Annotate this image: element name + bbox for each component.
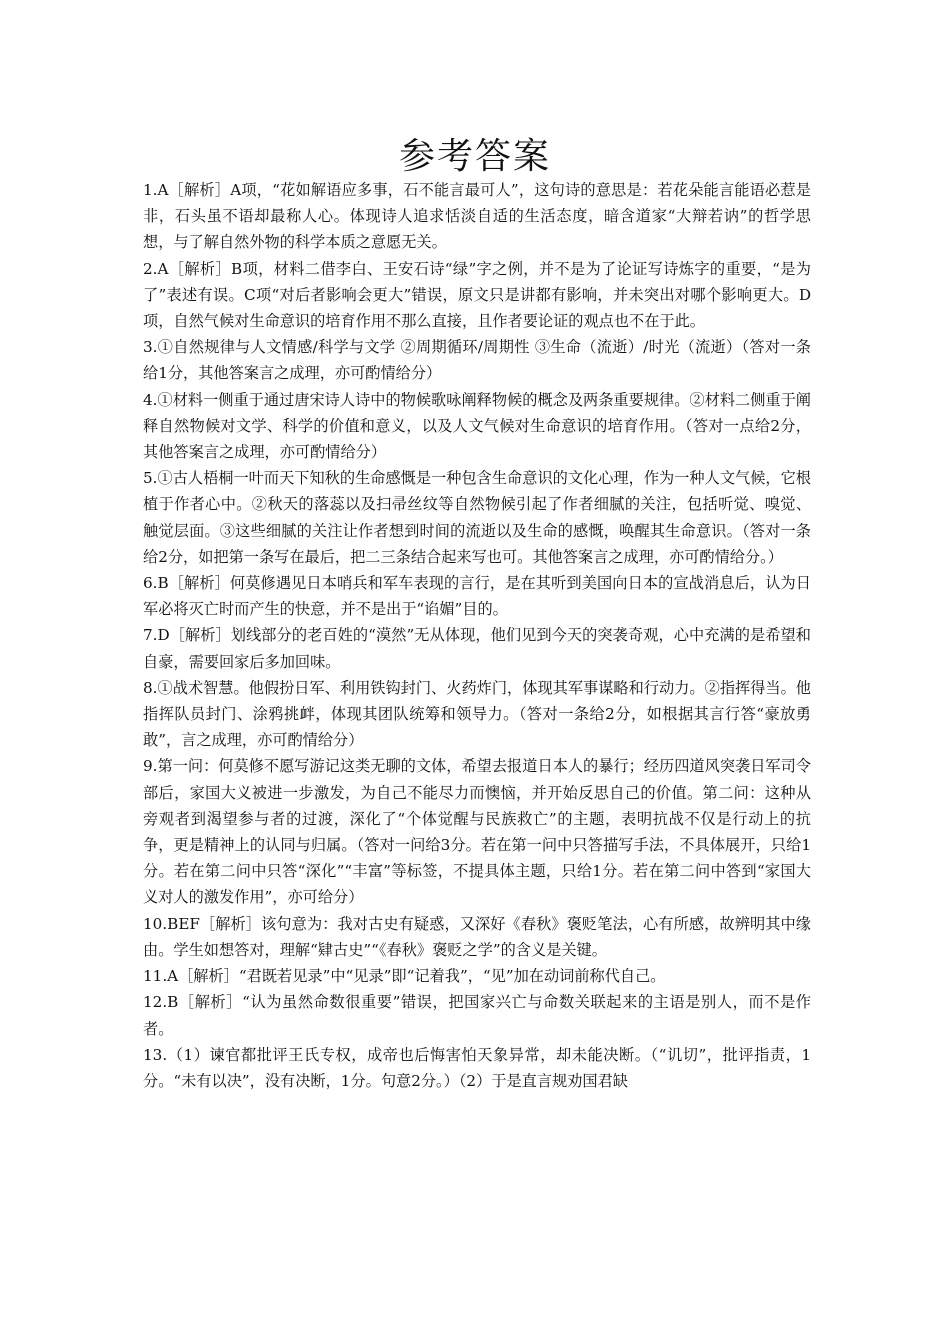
answer-item-11: 11.A［解析］“君既若见录”中“见录”即“记着我”，“见”加在动词前称代自己。 (143, 967, 666, 986)
answer-item-13: 13.（1）谏官都批评王氏专权，成帝也后悔害怕天象异常，却未能决断。（“讥切”，批评指责，1分。“未有以决”，没有决断，1分。句意2分。）（2）于是直言规劝国君缺 (143, 1045, 811, 1090)
answer-item-12: 12.B［解析］“认为虽然命数很重要”错误，把国家兴亡与命数关联起来的主语是别人，而不是作者。 (143, 993, 811, 1038)
answer-item-1: 1.A［解析］A项，“花如解语应多事，石不能言最可人”，这句诗的意思是：若花朵能言能语必惹是非，石头虽不语却最称人心。体现诗人追求恬淡自适的生活态度，暗含道家“大辩若讷”的哲学思想，与了解自然外物的科学本质之意愿无关。 (143, 181, 811, 252)
answer-item-5: 5.①古人梧桐一叶而天下知秋的生命感慨是一种包含生命意识的文化心理，作为一种人文气候，它根植于作者心中。②秋天的落蕊以及扫帚丝纹等自然物候引起了作者细腻的关注，包括听觉、嗅觉、触觉层面。③这些细腻的关注让作者想到时间的流逝以及生命的感慨，唤醒其生命意识。（答对一条给2分，如把第一条写在最后，把二三条结合起来写也可。其他答案言之成理，亦可酌情给分。） (143, 469, 811, 566)
answer-item-9: 9.第一问：何莫修不愿写游记这类无聊的文体，希望去报道日本人的暴行；经历四道风突袭日军司令部后，家国大义被进一步激发，为自己不能尽力而懊恼，并开始反思自己的价值。第二问：这种从旁观者到渴望参与者的过渡，深化了“个体觉醒与民族救亡”的主题，表明抗战不仅是行动上的抗争，更是精神上的认同与归属。（答对一问给3分。若在第一问中只答描写手法，不具体展开，只给1分。若在第二问中只答“深化”“丰富”等标签，不提具体主题，只给1分。若在第二问中答到“家国大义对人的激发作用”，亦可给分） (143, 757, 811, 907)
answer-list (143, 177, 811, 1094)
answer-item-7: 7.D［解析］划线部分的老百姓的“漠然”无从体现，他们见到今天的突袭奇观，心中充满的是希望和自豪，需要回家后多加回味。 (143, 626, 811, 671)
answer-item-6: 6.B［解析］何莫修遇见日本哨兵和军车表现的言行，是在其听到美国向日本的宣战消息后，认为日军必将灭亡时而产生的快意，并不是出于“谄媚”目的。 (143, 574, 811, 619)
answer-item-10: 10.BEF［解析］该句意为：我对古史有疑惑，又深好《春秋》褒贬笔法，心有所感，故辨明其中缘由。学生如想答对，理解“肄古史”“《春秋》褒贬之学”的含义是关键。 (143, 914, 811, 959)
answer-item-2: 2.A［解析］B项，材料二借李白、王安石诗“绿”字之例，并不是为了论证写诗炼字的重要，“是为了”表述有误。C项“对后者影响会更大”错误，原文只是讲都有影响，并未突出对哪个影响更大。D项，自然气候对生命意识的培育作用不那么直接，且作者要论证的观点也不在于此。 (143, 259, 811, 331)
answer-item-8: 8.①战术智慧。他假扮日军、利用铁钩封门、火药炸门，体现其军事谋略和行动力。②指挥得当。他指挥队员封门、涂鸦挑衅，体现其团队统筹和领导力。（答对一条给2分，如根据其言行答“豪放勇敢”，言之成理，亦可酌情给分） (143, 678, 811, 750)
answer-item-4: 4.①材料一侧重于通过唐宋诗人诗中的物候歌咏阐释物候的概念及两条重要规律。②材料二侧重于阐释自然物候对文学、科学的价值和意义，以及人文气候对生命意识的培育作用。（答对一点给2分，其他答案言之成理，亦可酌情给分） (143, 390, 811, 462)
answer-item-3: 3.①自然规律与人文情感/科学与文学 ②周期循环/周期性 ③生命（流逝）/时光（流逝）（答对一条给1分，其他答案言之成理，亦可酌情给分） (143, 338, 811, 383)
page-title: 参考答案 (398, 136, 551, 177)
